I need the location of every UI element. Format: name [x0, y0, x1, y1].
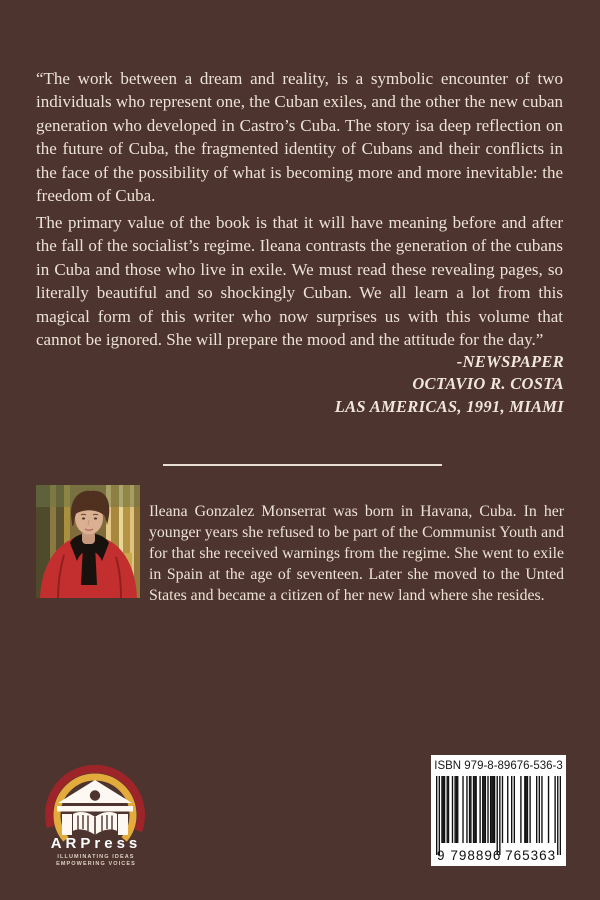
review-paragraph-2: The primary value of the book is that it will have meaning before and after the fall of the socialist’s regime. Ileana contrasts the generation of the cubans in Cuba and those who live in exile. We must read these revealing pages, so literally beautiful and so shockingly Cuban. We all learn a lot from this magical form of this writer who now surprises us with this volume that cannot be ignored. She will prepare the mood and the attitude for the day.”: [36, 213, 563, 350]
attribution-publication: LAS AMERICAS, 1991, MIAMI: [334, 396, 564, 416]
section-divider: [163, 464, 442, 466]
author-photo: [36, 485, 140, 598]
isbn-label: ISBN 979-8-89676-536-3: [434, 760, 563, 772]
barcode-digit-group-1: 798896: [450, 848, 502, 863]
review-attribution: [200, 351, 564, 418]
barcode-digit-group-2: 765363: [505, 848, 557, 863]
attribution-author: OCTAVIO R. COSTA: [412, 374, 564, 394]
publisher-logo: [40, 757, 152, 869]
author-bio: Ileana Gonzalez Monserrat was born in Havana, Cuba. In her younger years she refused to be part of the Communist Youth and for that she received warnings from the regime. She went to exile in Spain at the age of seventeen. Later she moved to the Unted States and became a citizen of her new land where she resides.: [149, 502, 564, 604]
attribution-source: -NEWSPAPER: [456, 352, 564, 371]
barcode-digit-lead: 9: [437, 848, 445, 863]
publisher-name: ARPress: [50, 835, 142, 852]
tagline-line-1: ILLUMINATING IDEAS: [57, 854, 135, 860]
publisher-tagline: [40, 854, 152, 867]
publisher-logo-graphic: [40, 757, 152, 869]
open-book-icon: [73, 812, 95, 835]
barcode-digits: [437, 847, 558, 863]
tagline-line-2: EMPOWERING VOICES: [56, 860, 136, 867]
barcode: [431, 755, 566, 866]
barcode-bars: [436, 776, 561, 855]
review-paragraph-1: “The work between a dream and reality, is a symbolic encounter of two individuals who represent one, the Cuban exiles, and the other the new cuban generation who developed in Castro’s Cuba. The story isa deep reflection on the future of Cuba, the fragmented identity of Cubans and their conflicts in the face of the possibility of what is becoming more and more inevitable: the freedom of Cuba.: [36, 69, 563, 206]
